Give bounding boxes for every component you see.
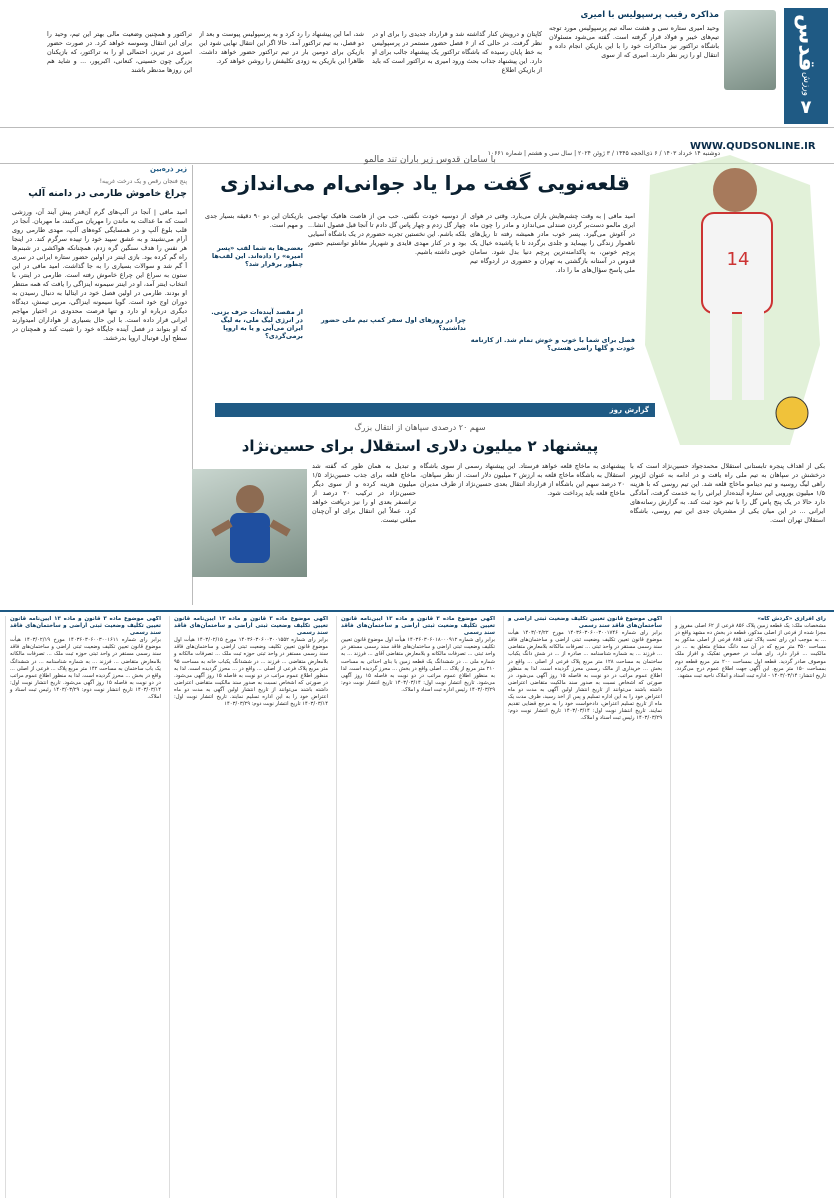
left-body-text: امید مافی | آنجا در آلپ‌های گرم آن‌قدر پیش آیند آن، ورزشی است که ما عدالت به ماندن را مهریان می‌کنند، ما مهربان. آنجا در قلب بلوغ آلپ و در همسایگی کوه‌های آلپ، مهدی طارمی روی آرام می‌نشیند و به عشق سپید خود را تپیده سرگرم کند. در اینجا هر نفس را هدف سنگین گره زدم، همچنانکه هواکشی در شبنم‌ها راه گم کرده بود. بازی اینتر در اولین حضور ستاره ایرانی در سری آ گم شد و سوالات بسیاری را به جا گذاشت. امید مافی در این ستون به سراغ این چراغ خاموش رفته است. طارمی در اینتر، با انتخاب اینتر آمد، او در اینتر سیمونه اینزاگی را یافت که همه منتظر او بودند. طارمی در اولین فصل خود در ایتالیا به دنبال رسیدن به دوران اوج خود است. گویا سیمونه اینزاگی، مربی تیمش، دیدگاه دیگری درباره او دارد و تنها فرصت محدودی در اختیار مهاجم ایرانی قرار داده است. با این حال بسیاری از هواداران امیدوارند که او بتواند در فصل آینده جایگاه خود را تثبیت کند و همچنان در سطح اول فوتبال اروپا بدرخشد. bbox=[12, 208, 187, 342]
left-kicker: زیر ذره‌بین bbox=[150, 165, 187, 173]
jersey-number: 14 bbox=[726, 249, 750, 270]
ad-4-text: برابر رای شماره ۱۴۰۳۶۰۳۰۶۰۰۳۰۰۱۵۵۲ مورخ ۱۴۰۳/۰۲/۱۵ هیأت اول موضوع قانون تعیین تکلیف وضعیت ثبتی اراضی و ساختمان‌های فاقد سند رسمی مستقر در واحد ثبتی حوزه ثبت ملک ... تصرفات مالکانه و بلامعارض متقاضی ... فرزند ... در ششدانگ یکباب خانه به مساحت ۹۵ متر مربع پلاک فرعی از اصلی ... واقع در ... محرز گردیده است. لذا به منظور اطلاع عموم مراتب در دو نوبت به فاصله ۱۵ روز آگهی می‌شود. در صورتی که اشخاص نسبت به صدور سند مالکیت متقاضی اعتراضی داشته باشند می‌توانند از تاریخ انتشار اولین آگهی به مدت دو ماه اعتراض خود را به این اداره تسلیم نمایند. تاریخ انتشار نوبت اول: ۱۴۰۳/۰۳/۱۴ تاریخ انتشار نوبت دوم: ۱۴۰۳/۰۳/۲۹ bbox=[174, 637, 328, 708]
second-col-3-text: و تبدیل به همان طور که گفته شد ماخاچ قلعه برای جذب حسین‌نژاد ۱/۵ میلیون هزینه کرده و از سوی دیگر حسین‌نژاد در ترکیب ۲۰ درصد از ترانسفر بعدی او را نیز دریافت خواهد کرد. عملاً این انتقال برای او آن‌چنان مبلغی نیست. bbox=[312, 462, 416, 524]
top-item-2-text: کاپتان و درویش کنار گذاشته شد و قرارداد جدیدی را برای او در نظر گرفت. در حالی که از ۶ فصل حضور مستمر در پرسپولیس به خط پایان رسیده که باشگاه تراکتور یک پیشنهاد جالب برای او دارد. این پیشنهاد جذاب بحث ورود امیری به تراکتور است که باید از بازیکن اطلاع bbox=[372, 30, 542, 74]
ad-4-title: آگهی موضوع ماده ۳ قانون و ماده ۱۳ آیین‌نامه قانون تعیین تکلیف وضعیت ثبتی اراضی و ساختمان‌های فاقد سند رسمی bbox=[174, 616, 328, 637]
main-col-2 bbox=[308, 212, 466, 332]
masthead-logo-block bbox=[784, 8, 828, 124]
section-label: ورزش bbox=[801, 72, 811, 97]
ad-column-1 bbox=[670, 616, 830, 1198]
ad-column-3 bbox=[336, 616, 499, 1198]
ad-2-title: آگهی موضوع قانون تعیین تکلیف وضعیت ثبتی اراضی و ساختمان‌های فاقد سند رسمی bbox=[508, 616, 662, 630]
second-col-2-text: پیشنهادی به ماخاچ قلعه خواهد فرستاد. این پیشنهاد رسمی از سوی باشگاه استقلال به باشگاه ماخاچ قلعه به ارزش ۲ میلیون دلار است. از نظر سپاهان، ۲۰ درصد سهم این باشگاه از قرارداد انتقال بعدی حسین‌نژاد از طرف مدیران ماخاچ قلعه باید پرداخت شود. bbox=[420, 462, 625, 497]
question-2: چرا در روزهای اول سفر کمپ تیم ملی حضور نداشتید؟ bbox=[321, 316, 466, 332]
second-headline: پیشنهاد ۲ میلیون دلاری استقلال برای حسین‌نژاد bbox=[241, 437, 599, 455]
left-subkicker: پنج فنجان رقص و یک درخت غریبه! bbox=[99, 178, 187, 185]
top-item-1 bbox=[549, 10, 719, 104]
ad-5-text: برابر رای شماره ۱۴۰۳۶۰۳۰۶۰۰۳۰۰۱۶۱۱ مورخ ۱۴۰۳/۰۲/۱۹ هیأت موضوع قانون تعیین تکلیف وضعیت ثبتی اراضی و ساختمان‌های فاقد سند رسمی مستقر در واحد ثبتی حوزه ثبت ملک ... تصرفات مالکانه بلامعارض متقاضی ... فرزند ... به شماره شناسنامه ... در ششدانگ یک باب ساختمان به مساحت ۱۴۲ متر مربع پلاک ... فرعی از اصلی ... واقع در بخش ... محرز گردیده است. لذا به منظور اطلاع عموم مراتب در دو نوبت به فاصله ۱۵ روز آگهی می‌شود. تاریخ انتشار نوبت اول: ۱۴۰۳/۰۳/۱۴ تاریخ انتشار نوبت دوم: ۱۴۰۳/۰۳/۲۹ رئیس ثبت اسناد و املاک. bbox=[10, 637, 162, 701]
date-line: دوشنبه ۱۴ خرداد ۱۴۰۳ / ۶ ذی‌الحجه ۱۴۴۵ / ۳ ژوئن ۲۰۲۴ | سال سی و هشتم | شماره ۱۰۶۶۱ bbox=[487, 150, 720, 157]
top-item-4-text: تراکتور و همچنین وضعیت مالی بهتر این تیم، وحید را برای این انتقال وسوسه خواهد کرد. در صورت حضور امیری در تبریز، احتمالی او را به تراکتور، که بازیکنان بزرگی چون حسینی، کنعانی، اکبرپور، ... و شاید هم این روزها مدنظر باشند bbox=[47, 30, 192, 74]
left-headline: چراغ خاموش طارمی در دامنه آلپ bbox=[28, 188, 187, 199]
main-col-1 bbox=[470, 212, 635, 352]
ad-1-text: مشخصات ملک: یک قطعه زمین پلاک ۸۵۶ فرعی از ۶۲ اصلی مفروز و مجزا شده از فرعی از اصلی مذکور، قطعه در بخش ده مشهد واقع در ... به موجب این رای تحت پلاک ثبتی ۸۸۵ فرعی از اصلی مذکور به مساحت ۳۵۰ متر مربع که در آن سه دانگ مشاع متعلق به ... در مالکیت ... قرار دارد. رای هیأت در خصوص تفکیک و افراز ملک موصوف صادر گردید. قطعه اول بمساحت ۲۰۰ متر مربع قطعه دوم بمساحت ۱۵۰ متر مربع. این آگهی جهت اطلاع عموم درج می‌گردد. تاریخ انتشار: ۱۴۰۳/۰۳/۱۴ - اداره ثبت اسناد و املاک ناحیه ثبت مشهد. bbox=[675, 623, 826, 679]
ad-3-title: آگهی موضوع ماده ۳ قانون و ماده ۱۳ آیین‌نامه قانون تعیین تکلیف وضعیت ثبتی اراضی و ساختمان‌های فاقد سند رسمی bbox=[341, 616, 495, 637]
ad-column-2 bbox=[503, 616, 666, 1198]
top-item-3-text: شد، اما این پیشنهاد را رد کرد و به پرسپولیس پیوست و بعد از دو فصل، به تیم تراکتور آمد. حالا اگر این انتقال نهایی شود این بازیکن برای دومین بار در تیم تراکتور حضور خواهد داشت. ظاهرا این بازیکن به زودی تکلیفش را روشن خواهد کرد. bbox=[199, 30, 364, 65]
ad-2-text: برابر رای شماره ۱۴۰۳۶۰۳۰۶۰۰۳۰۰۱۷۴۶ مورخ ۱۴۰۳/۰۲/۲۲ هیأت موضوع قانون تعیین تکلیف وضعیت ثبتی اراضی و ساختمان‌های فاقد سند رسمی مستقر در واحد ثبتی ... تصرفات مالکانه بلامعارض متقاضی ... فرزند ... به شماره شناسنامه ... صادره از ... در شش دانگ یکباب ساختمان به مساحت ۱۲۸ متر مربع پلاک فرعی از اصلی ... واقع در بخش ... خریداری از مالک رسمی محرز گردیده است. لذا به منظور اطلاع عموم مراتب در دو نوبت به فاصله ۱۵ روز آگهی می‌شود. در صورتی که اشخاص نسبت به صدور سند مالکیت متقاضی اعتراضی داشته باشند می‌توانند از تاریخ انتشار اولین آگهی به مدت دو ماه اعتراض خود را به این اداره تسلیم و پس از اخذ رسید، ظرف مدت یک ماه از تاریخ تسلیم اعتراض، دادخواست خود را به مرجع قضایی تقدیم نمایند. تاریخ انتشار نوبت اول: ۱۴۰۳/۰۳/۱۴ تاریخ انتشار نوبت دوم: ۱۴۰۳/۰۳/۲۹ رئیس ثبت اسناد و املاک. bbox=[508, 630, 662, 722]
main-col-1-text: امید مافی | به وقت چشم‌هایش باران می‌بارد. وقتی در هوای ابری مالمو دست‌بر گردن صندلی می‌اندازد و مادر را چون ماه در آغوش می‌گیرد. پسر خوب مادر همیشه رفته تا ریل‌های ناهموار زندگی را بپیماید و جلدی برگردد تا با پاشیده خیال یک پرچم خونین، به پاکدامنه‌ترین پرچم دنیا بدل شود. سامان قدوس در آستانه بازگشتی به تهران و حضوری در اردوگاه تیم ملی پاسخ سؤال‌های ما را داد. bbox=[470, 212, 635, 274]
ad-5-title: آگهی موضوع ماده ۳ قانون و ماده ۱۳ آیین‌نامه قانون تعیین تکلیف وضعیت ثبتی اراضی و ساختمان‌های فاقد سند رسمی bbox=[10, 616, 161, 637]
main-col-3 bbox=[205, 212, 303, 340]
question-1: فصل برای شما با خوب و خوش تمام شد. از کارنامه خودت و گلها راضی هستی؟ bbox=[470, 336, 635, 352]
main-kicker: با سامان قدوس زیر باران تند مالمو bbox=[364, 155, 496, 165]
top-news-strip bbox=[0, 0, 834, 128]
legal-notices-section bbox=[0, 610, 834, 1200]
top-item-1-text: وحید امیری ستاره سی و هشت ساله تیم پرسپولیس مورد توجه تیم‌های خیبر و فولاد قرار گرفته است. گفته می‌شود مسئولان باشگاه تراکتور نیز مذاکرات خود را با این بازیکن انجام داده و انتقال او را زیر نظر دارند. امیری که از سوی bbox=[549, 24, 719, 59]
site-url[interactable]: WWW.QUDSONLINE.IR bbox=[690, 141, 816, 152]
second-kicker: سهم ۲۰ درصدی سپاهان از انتقال بزرگ bbox=[354, 423, 486, 432]
report-label-band: گزارش روز bbox=[215, 403, 655, 417]
amiri-photo bbox=[724, 10, 776, 90]
question-4: از مقصد آینده‌ات حرف بزنی. در انرژی لیگ ملی، به لیگ ایران می‌آیی و یا به اروپا برمی‌گردی؟ bbox=[211, 308, 303, 340]
question-3: بعضی‌ها به شما لقب «پسر امیره» را داده‌اند. این لقب‌ها چطور برقرار شد؟ bbox=[211, 244, 303, 268]
newspaper-logo: قدس bbox=[793, 14, 819, 72]
main-col-2-text: از دوسیه خودت نگفتی. حب من از فاصت هافیک تهاجمی چهار گل زدم و چهار پاس گل دادم تا آنجا قبل فصول انشا... بلکه باشم. این نخستین تجربه حضورم در یک باشگاه آسیایی بود و در کنار مهدی قایدی و شهریار مغانلو توانستیم حضور خوبی داشته باشیم. bbox=[308, 212, 466, 256]
second-col-1-text: بکی از اهداف پنجره تابستانی استقلال محمدجواد حسین‌نژاد است که با درخشش در سپاهان به تیم ملی راه یافت و در ادامه به عنوان لژیونر راهی لیگ روسیه و تیم دینامو ماخاچ قلعه شد. این تیم روسی که با هزینه ۱/۵ میلیون یورویی این ستاره آینده‌دار ایرانی را به خدمت گرفت، آمادگی دارد حالا در یک پنج پاس گل را با تیم خود ثبت کند. به گزارش رسانه‌های ایرانی ... در این میان یکی از مشتریان جدی این تیم روسی، باشگاه استقلال تهران است. bbox=[630, 462, 825, 524]
ad-3-text: برابر رای شماره ۱۴۰۳۶۰۳۰۶۰۱۸۰۰۰۹۱۲ هیأت اول موضوع قانون تعیین تکلیف وضعیت ثبتی اراضی و ساختمان‌های فاقد سند رسمی مستقر در واحد ثبتی ... تصرفات مالکانه و بلامعارض متقاضی آقای ... فرزند ... به شماره ملی ... در ششدانگ یک قطعه زمین با بنای احداثی به مساحت ۲۱۰ متر مربع از پلاک ... اصلی واقع در بخش ... محرز گردیده است. لذا به منظور اطلاع عموم مراتب در دو نوبت به فاصله ۱۵ روز آگهی می‌شود. تاریخ انتشار نوبت اول: ۱۴۰۳/۰۳/۱۴ تاریخ انتشار نوبت دوم: ۱۴۰۳/۰۳/۲۹ رئیس اداره ثبت اسناد و املاک. bbox=[341, 637, 496, 693]
page-number: ۷ bbox=[800, 96, 812, 118]
ad-column-5 bbox=[5, 616, 165, 1198]
ad-column-4 bbox=[169, 616, 332, 1198]
hero-player-image bbox=[640, 145, 825, 450]
top-item-1-title: مذاکره رقیب پرسپولیس با امیری bbox=[580, 10, 719, 20]
main-col-3-text: بازیکنان این دو ۹۰ دقیقه بسیار جدی و مهم است. bbox=[205, 212, 303, 229]
ad-1-title: رأی افرازی «گردش گاه» bbox=[757, 616, 826, 622]
main-headline: قلعه‌نویی گفت مرا یاد جوانی‌ام می‌اندازی bbox=[220, 171, 630, 195]
hosseinnejad-photo bbox=[192, 469, 307, 577]
